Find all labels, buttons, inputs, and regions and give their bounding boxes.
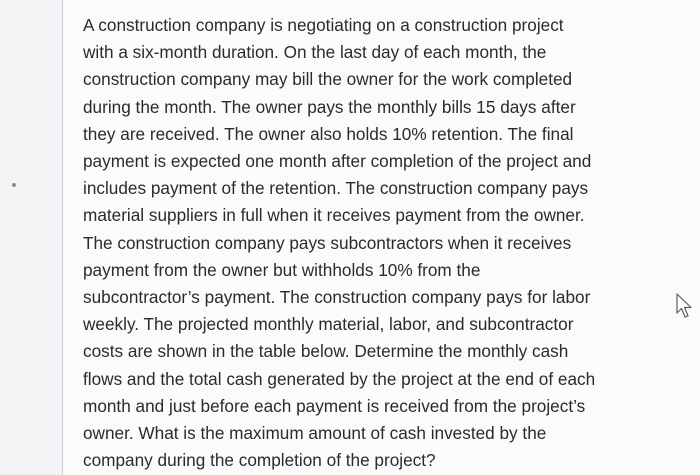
question-line: subcontractor’s payment. The construction company pays for labor [83, 287, 591, 308]
question-text [83, 12, 623, 474]
question-panel [62, 0, 700, 475]
question-line: costs are shown in the table below. Determine the monthly cash [83, 341, 569, 362]
question-line: during the month. The owner pays the monthly bills 15 days after [83, 96, 576, 117]
question-line: payment is expected one month after completion of the project and [83, 151, 592, 172]
question-line: payment from the owner but withholds 10% from the [83, 259, 481, 280]
question-line: they are received. The owner also holds 10% retention. The final [83, 123, 574, 144]
question-line: material suppliers in full when it receives payment from the owner. [83, 205, 585, 226]
question-line: with a six-month duration. On the last day of each month, the [83, 42, 547, 63]
question-line: A construction company is negotiating on a construction project [83, 15, 564, 35]
question-line: flows and the total cash generated by the project at the end of each [83, 368, 596, 389]
question-line: construction company may bill the owner for the work completed [83, 69, 573, 90]
question-line: The construction company pays subcontractors when it receives [83, 232, 572, 253]
question-line: month and just before each payment is received from the project’s [83, 395, 586, 416]
question-line: includes payment of the retention. The construction company pays [83, 178, 589, 199]
question-line: company during the completion of the project? [83, 450, 436, 471]
bullet-dot [12, 183, 16, 187]
mouse-pointer-icon [675, 293, 693, 319]
question-line: owner. What is the maximum amount of cash invested by the [83, 423, 547, 444]
question-line: weekly. The projected monthly material, labor, and subcontractor [83, 314, 574, 335]
